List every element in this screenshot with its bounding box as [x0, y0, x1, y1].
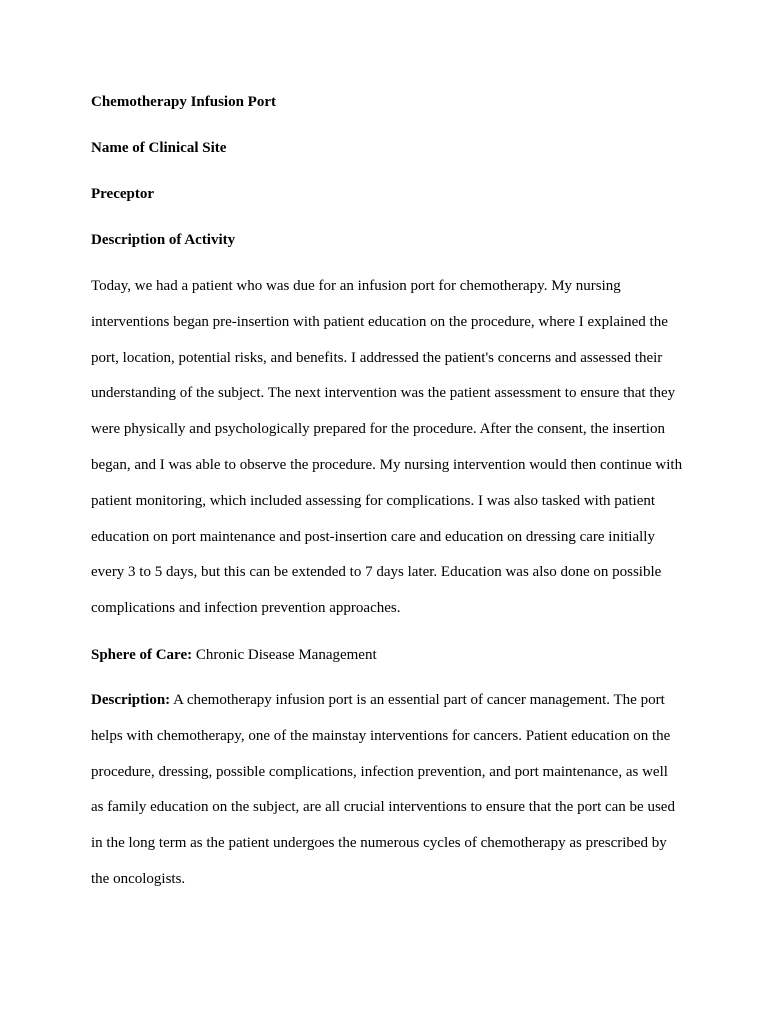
preceptor-heading: Preceptor — [91, 186, 155, 202]
description-label: Description: — [91, 691, 171, 708]
sphere-of-care-value: Chronic Disease Management — [195, 646, 377, 663]
document-title: Chemotherapy Infusion Port — [91, 94, 277, 110]
document-body — [91, 91, 683, 905]
sphere-of-care-label: Sphere of Care: — [91, 646, 193, 663]
sphere-of-care-line — [91, 644, 683, 666]
clinical-site-heading: Name of Clinical Site — [91, 140, 227, 156]
activity-paragraph: Today, we had a patient who was due for an infusion port for chemotherapy. My nursing interventions began pre-insertion with patient education on the procedure, where I explained the port, location, potential risks, and benefits. I addressed the patient's concerns and assessed their understanding of the subject. The next intervention was the patient assessment to ensure that they were physically and psychologically prepared for the procedure. After the consent, the insertion began, and I was able to observe the procedure. My nursing intervention would then continue with patient monitoring, which included assessing for complications. I was also tasked with patient education on port maintenance and post-insertion care and education on dressing care initially every 3 to 5 days, but this can be extended to 7 days later. Education was also done on possible complications and infection prevention approaches. — [91, 278, 683, 617]
activity-heading: Description of Activity — [91, 232, 236, 248]
description-paragraph — [91, 683, 683, 898]
description-text: A chemotherapy infusion port is an essential part of cancer management. The port helps with chemotherapy, one of the mainstay interventions for cancers. Patient education on the procedure, dressing, possible complications, infection prevention, and port maintenance, as well as family education on the subject, are all crucial interventions to ensure that the port can be used in the long term as the patient undergoes the numerous cycles of chemotherapy as prescribed by the oncologists. — [91, 691, 675, 887]
